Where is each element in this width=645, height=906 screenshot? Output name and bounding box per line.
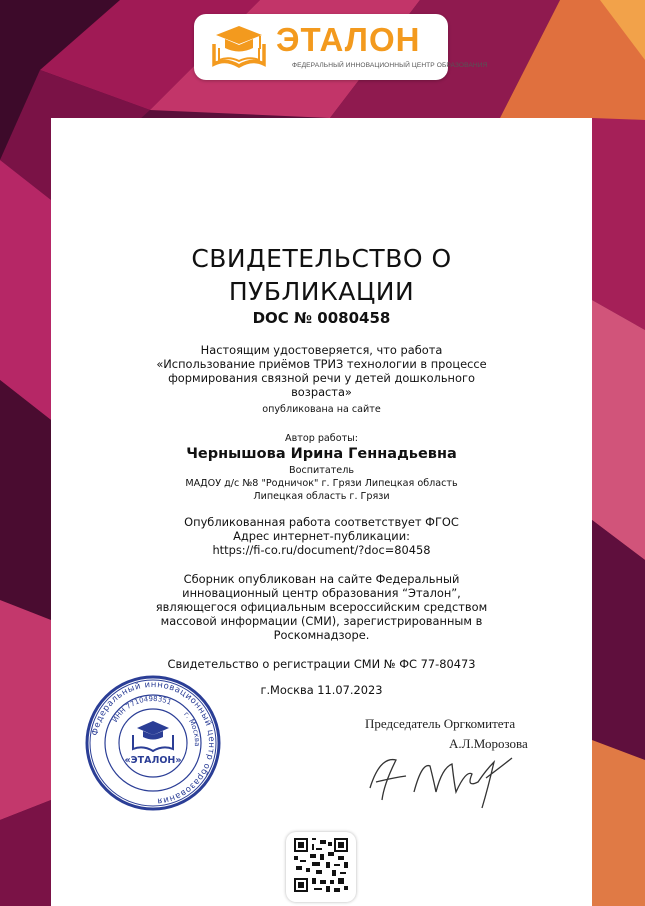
address-url: https://fi-co.ru/document/?doc=80458 [212,543,431,557]
collection-line: являющегося официальным всероссийским средством [155,600,488,614]
stamp-seal [83,673,223,813]
collection-line: Роскомнадзоре. [273,628,370,642]
chairman-name: А.Л.Морозова [449,736,528,751]
title-line-2: ПУБЛИКАЦИИ [228,277,415,306]
work-block [51,343,592,399]
author-name: Чернышова Ирина Геннадьевна [186,446,457,462]
qr-code-icon [294,838,348,892]
logo-name: ЭТАЛОН [276,21,421,58]
author-city: Липецкая область г. Грязи [253,491,390,502]
certify-text: Настоящим удостоверяется, что работа [200,343,443,357]
stamp-ring-text: Федеральный инновационный центр образования [90,679,217,806]
stamp-inn: ИНН 7710498351 [111,694,173,724]
graduation-cap-book-icon [208,22,270,72]
qr-code-card [286,832,356,902]
work-title-line: «Использование приёмов ТРИЗ технологии в процессе [156,357,487,371]
stamp-city: г. Москва [182,710,202,747]
signature [362,748,522,814]
author-label: Автор работы: [285,433,358,444]
logo [194,14,488,80]
author-details [51,464,592,503]
work-title-line: формирования связной речи у детей дошкольного [168,371,475,385]
stamp-center-text: «ЭТАЛОН» [124,755,182,766]
author-org: МАДОУ д/с №8 "Родничок" г. Грязи Липецкая область [185,478,458,489]
title-line-1: СВИДЕТЕЛЬСТВО О [191,244,452,273]
fgos-text: Опубликованная работа соответствует ФГОС [184,515,459,529]
work-title-line: возраста» [291,385,352,399]
stamp-cap-icon [133,721,173,751]
collection-line: инновационный центр образования “Эталон”, [182,586,461,600]
city-date: г.Москва 11.07.2023 [260,683,383,697]
published-on-site: опубликована на сайте [262,404,381,415]
author-position: Воспитатель [289,465,354,476]
collection-line: Сборник опубликован на сайте Федеральный [183,572,460,586]
chairman-title: Председатель Оргкомитета [365,716,516,731]
registration-text: Свидетельство о регистрации СМИ № ФС 77-80473 [167,657,476,671]
logo-subtitle: ФЕДЕРАЛЬНЫЙ ИННОВАЦИОННЫЙ ЦЕНТР ОБРАЗОВАНИЯ [292,62,488,69]
publication-info [51,515,592,557]
certificate-title [51,242,592,308]
doc-number: DOC № 0080458 [252,309,391,327]
address-label: Адрес интернет-публикации: [233,529,410,543]
collection-line: массовой информации (СМИ), зарегистрированным в [160,614,483,628]
collection-info [51,572,592,642]
